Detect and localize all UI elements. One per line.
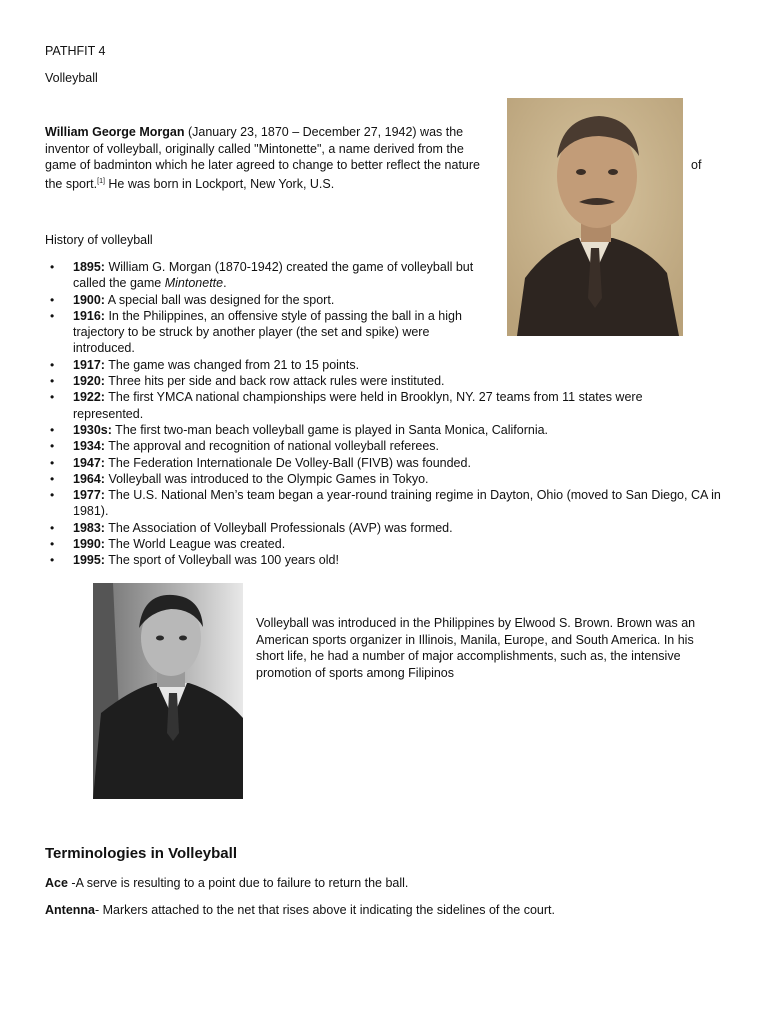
brown-portrait [93,583,243,799]
morgan-line-4a: the sport. [45,176,98,191]
history-heading: History of volleyball [45,233,153,247]
morgan-line-3-end: of [691,158,702,172]
topic-label: Volleyball [45,71,98,85]
list-item: • 1995: The sport of Volleyball was 100 years old! [45,552,735,568]
term-ace: Ace -A serve is resulting to a point due to failure to return the ball. [45,876,409,890]
list-item: • 1983: The Association of Volleyball Professionals (AVP) was formed. [45,520,735,536]
list-item: • 1895: William G. Morgan (1870-1942) created the game of volleyball but called the game Mintonette. [45,259,735,292]
footnote-link[interactable]: [1] [97,177,105,185]
list-item: • 1934: The approval and recognition of national volleyball referees. [45,438,735,454]
history-list [45,259,735,569]
list-item: • 1916: In the Philippines, an offensive style of passing the ball in a high trajectory to be struck by another player (the set and spike) were introduced. [45,308,735,357]
list-item: • 1947: The Federation Internationale De Volley-Ball (FIVB) was founded. [45,455,735,471]
list-item: • 1917: The game was changed from 21 to 15 points. [45,357,735,373]
morgan-name: William George Morgan [45,125,185,139]
brown-paragraph: Volleyball was introduced in the Philippines by Elwood S. Brown. Brown was an American sports organizer in Illinois, Manila, Europe, and South America. In his short life, he had a number of major accomplishments, such as, the intensive promotion of sports among Filipinos [256,616,696,680]
morgan-paragraph [45,124,505,192]
list-item: • 1964: Volleyball was introduced to the Olympic Games in Tokyo. [45,471,735,487]
list-item: • 1930s: The first two-man beach volleyball game is played in Santa Monica, California. [45,422,735,438]
course-label: PATHFIT 4 [45,44,106,58]
list-item: • 1990: The World League was created. [45,536,735,552]
list-item: • 1977: The U.S. National Men’s team began a year-round training regime in Dayton, Ohio (moved to San Diego, CA in 1981). [45,487,735,520]
morgan-line-3: game of badminton which he later agreed to change to better reflect the nature [45,158,480,172]
terminologies-heading: Terminologies in Volleyball [45,845,237,862]
list-item: • 1922: The first YMCA national championships were held in Brooklyn, NY. 27 teams from 11 states were represented. [45,389,735,422]
list-item: • 1900: A special ball was designed for the sport. [45,292,735,308]
morgan-line-4b: He was born in Lockport, New York, U.S. [104,176,335,191]
term-antenna: Antenna- Markers attached to the net that rises above it indicating the sidelines of the court. [45,903,555,917]
morgan-line-2: inventor of volleyball, originally called "Mintonette", a name derived from the [45,141,464,156]
morgan-line-1: (January 23, 1870 – December 27, 1942) was the [184,125,464,139]
list-item: • 1920: Three hits per side and back row attack rules were instituted. [45,373,735,389]
